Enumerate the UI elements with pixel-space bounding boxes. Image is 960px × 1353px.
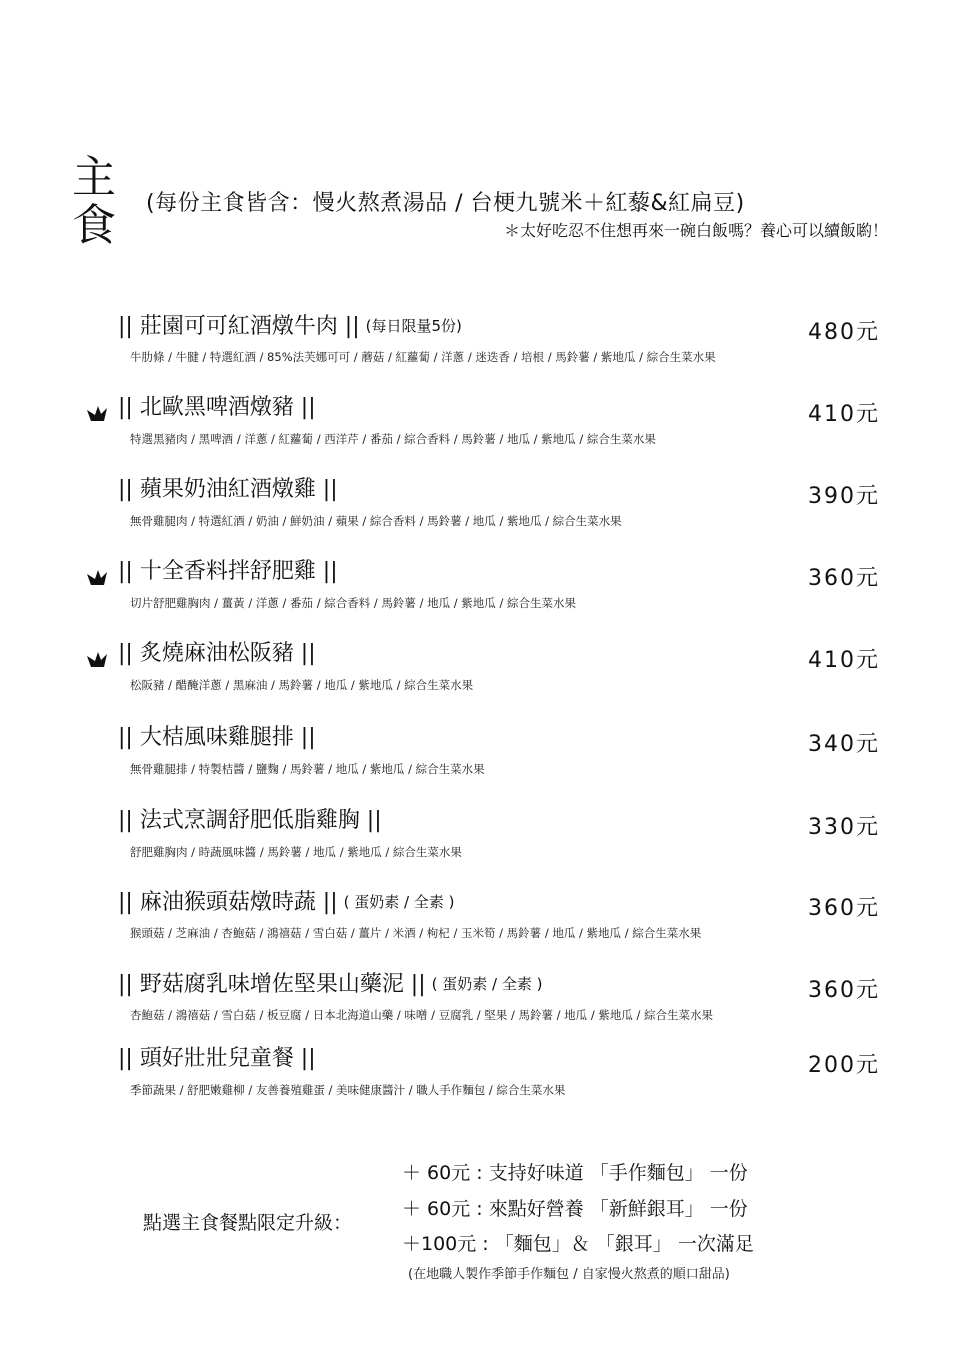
dish-price: 480元 — [808, 320, 880, 345]
dish-title: || 十全香料拌舒肥雞 || — [118, 559, 338, 584]
crown-icon — [86, 651, 108, 669]
dish-item — [0, 806, 960, 886]
dish-item — [0, 557, 960, 637]
dish-title: || 頭好壯壯兒童餐 || — [118, 1046, 316, 1071]
section-subtitle: (每份主食皆含：慢火熬煮湯品 / 台梗九號米＋紅藜&紅扁豆) — [146, 191, 745, 216]
dish-ingredients: 牛肋條 / 牛腱 / 特選紅酒 / 85%法芙娜可可 / 蘑菇 / 紅蘿蔔 / 洋蔥 / 迷迭香 / 培根 / 馬鈴薯 / 紫地瓜 / 綜合生菜水果 — [130, 350, 716, 364]
dish-ingredients: 猴頭菇 / 芝麻油 / 杏鮑菇 / 鴻禧菇 / 雪白菇 / 薑片 / 米酒 / 枸杞 / 玉米筍 / 馬鈴薯 / 地瓜 / 紫地瓜 / 綜合生菜水果 — [130, 926, 702, 940]
upgrade-option-both: ＋100元 : 「麵包」＆ 「銀耳」 一次滿足 — [402, 1233, 754, 1255]
dish-name — [118, 557, 338, 587]
rice-refill-note: ＊太好吃忍不住想再來一碗白飯嗎？養心可以續飯喲！ — [503, 221, 888, 240]
dish-item — [0, 311, 960, 391]
dish-price: 410元 — [808, 648, 880, 673]
dish-name — [118, 969, 542, 1000]
dish-price: 360元 — [808, 566, 880, 591]
dish-price: 360元 — [808, 896, 880, 921]
upgrade-option-fungus: ＋ 60元 : 來點好營養 「新鮮銀耳」 一份 — [402, 1198, 748, 1220]
dish-item — [0, 1044, 960, 1124]
dish-ingredients: 杏鮑菇 / 鴻禧菇 / 雪白菇 / 板豆腐 / 日本北海道山藥 / 味噌 / 豆腐乳 / 堅果 / 馬鈴薯 / 地瓜 / 紫地瓜 / 綜合生菜水果 — [130, 1008, 714, 1022]
dish-price: 360元 — [808, 978, 880, 1003]
dish-name — [118, 393, 316, 423]
dish-name — [118, 639, 316, 669]
dish-name — [118, 723, 316, 753]
dish-ingredients: 松阪豬 / 醋醃洋蔥 / 黑麻油 / 馬鈴薯 / 地瓜 / 紫地瓜 / 綜合生菜水果 — [130, 678, 474, 692]
upgrade-label: 點選主食餐點限定升級： — [143, 1212, 353, 1234]
dish-item — [0, 639, 960, 719]
dish-note: ( 蛋奶素 / 全素 ) — [431, 975, 543, 993]
dish-item — [0, 969, 960, 1049]
section-heading-char-2: 食 — [72, 200, 116, 251]
upgrade-option-bread: ＋ 60元 : 支持好味道 「手作麵包」 一份 — [402, 1162, 748, 1184]
dish-name — [118, 887, 454, 918]
dish-item — [0, 475, 960, 555]
dish-note: ( 蛋奶素 / 全素 ) — [343, 893, 455, 911]
dish-title: || 大桔風味雞腿排 || — [118, 725, 316, 750]
dish-price: 340元 — [808, 732, 880, 757]
dish-name — [118, 311, 462, 342]
dish-title: || 法式烹調舒肥低脂雞胸 || — [118, 808, 382, 833]
dish-name — [118, 1044, 316, 1074]
dish-ingredients: 舒肥雞胸肉 / 時蔬風味醬 / 馬鈴薯 / 地瓜 / 紫地瓜 / 綜合生菜水果 — [130, 845, 462, 859]
dish-ingredients: 無骨雞腿排 / 特製桔醬 / 鹽麴 / 馬鈴薯 / 地瓜 / 紫地瓜 / 綜合生菜水果 — [130, 762, 485, 776]
dish-title: || 蘋果奶油紅酒燉雞 || — [118, 477, 338, 502]
dish-price: 410元 — [808, 402, 880, 427]
dish-item — [0, 393, 960, 473]
dish-title: || 野菇腐乳味增佐堅果山藥泥 || — [118, 972, 426, 997]
dish-name — [118, 475, 338, 505]
dish-title: || 炙燒麻油松阪豬 || — [118, 641, 316, 666]
dish-price: 330元 — [808, 815, 880, 840]
dish-ingredients: 特選黑豬肉 / 黑啤酒 / 洋蔥 / 紅蘿蔔 / 西洋芹 / 番茄 / 綜合香料 / 馬鈴薯 / 地瓜 / 紫地瓜 / 綜合生菜水果 — [130, 432, 656, 446]
dish-note: (每日限量5份) — [365, 317, 462, 335]
dish-name — [118, 806, 382, 836]
dish-price: 390元 — [808, 484, 880, 509]
dish-ingredients: 季節蔬果 / 舒肥嫩雞柳 / 友善養殖雞蛋 / 美味健康醬汁 / 職人手作麵包 / 綜合生菜水果 — [130, 1083, 566, 1097]
crown-icon — [86, 569, 108, 587]
upgrade-note: (在地職人製作季節手作麵包 / 自家慢火熬煮的順口甜品) — [408, 1267, 730, 1282]
dish-item — [0, 723, 960, 803]
dish-title: || 北歐黑啤酒燉豬 || — [118, 395, 316, 420]
section-heading-char-1: 主 — [72, 152, 116, 203]
dish-item — [0, 887, 960, 967]
dish-title: || 麻油猴頭菇燉時蔬 || — [118, 890, 338, 915]
crown-icon — [86, 405, 108, 423]
dish-title: || 莊園可可紅酒燉牛肉 || — [118, 314, 360, 339]
dish-price: 200元 — [808, 1053, 880, 1078]
dish-ingredients: 切片舒肥雞胸肉 / 薑黃 / 洋蔥 / 番茄 / 綜合香料 / 馬鈴薯 / 地瓜 / 紫地瓜 / 綜合生菜水果 — [130, 596, 576, 610]
dish-ingredients: 無骨雞腿肉 / 特選紅酒 / 奶油 / 鮮奶油 / 蘋果 / 綜合香料 / 馬鈴薯 / 地瓜 / 紫地瓜 / 綜合生菜水果 — [130, 514, 622, 528]
